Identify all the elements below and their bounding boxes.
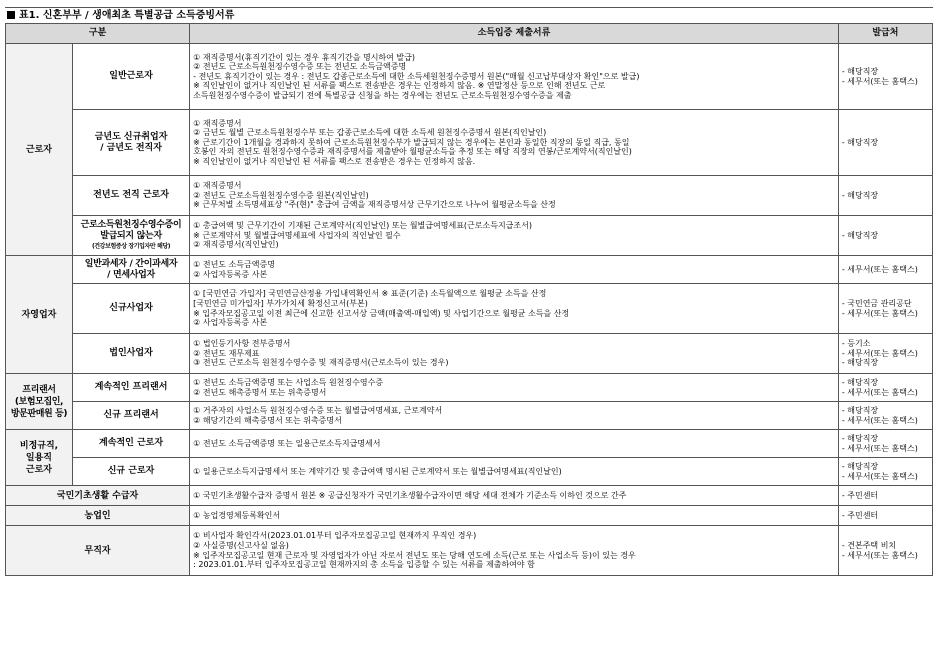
text-line: ※ 근로계약서 및 월별급여명세표에 사업자의 직인날인 필수	[193, 230, 401, 240]
text-line: ① 전년도 소득금액증명 또는 일용근로소득지급명세서	[193, 438, 381, 448]
text-line: ※ 근로기간이 1개월을 경과하지 못하여 근로소득원천징수부가 발급되지 않는 경우에는 본인과 동일한 직장의 동일 직급, 동일	[193, 137, 630, 147]
table-row	[6, 506, 933, 526]
text-line: - 해당직장	[841, 433, 879, 443]
text-line: ① 재직증명서	[193, 181, 242, 191]
table-row	[6, 176, 933, 216]
text-line: [국민연금 미가입자] 부가가치세 확정신고서(부본)	[193, 298, 368, 308]
row-corp-name: 법인사업자	[72, 334, 189, 374]
row-corp-docs	[190, 334, 839, 374]
text-line: - 세무서(또는 홈택스)	[841, 550, 918, 560]
row-simple-docs	[190, 256, 839, 284]
text-line: ② 사업자등록증 사본	[193, 269, 268, 279]
text-line: - 해당직장	[841, 230, 879, 240]
category-selfemp: 자영업자	[6, 256, 73, 374]
row-basic-issuers	[838, 486, 932, 506]
table-row	[6, 374, 933, 402]
text-line: ② 사업자등록증 사본	[193, 318, 268, 328]
row-nojob-name: 무직자	[6, 526, 190, 576]
text-line: ① 법인등기사항 전부증명서	[193, 339, 291, 349]
row-general-issuers	[838, 44, 932, 110]
row-daycont-name: 계속적인 근로자	[72, 430, 189, 458]
text-line: ① 재직증명서	[193, 118, 242, 128]
row-nojob-docs	[190, 526, 839, 576]
table-row	[6, 256, 933, 284]
text-line: ① 거주자의 사업소득 원천징수영수증 또는 월별급여명세표, 근로계약서	[193, 405, 443, 415]
text-line: ※ 근무처별 소득명세표상 "주(현)" 총급여 금액을 재직증명서상 근무기간으로 나누어 월평균소득을 산정	[193, 200, 556, 210]
row-freenew-issuers	[838, 402, 932, 430]
text-line: - 세무서(또는 홈택스)	[841, 415, 918, 425]
text-line: ② 재직증명서(직인날인)	[193, 240, 279, 250]
text-line: ② 전년도 근로소득원천징수영수증 또는 전년도 소득금액증명	[193, 62, 407, 72]
text-line: ② 전년도 근로소득원천징수영수증 원본(직인날인)	[193, 190, 369, 200]
text-line: - 주민센터	[841, 510, 879, 520]
table-row	[6, 486, 933, 506]
row-newjob-name: 금년도 신규취업자 / 금년도 전직자	[72, 110, 189, 176]
row-newjob-issuers	[838, 110, 932, 176]
text-line: ② 해당기간의 해촉증명서 또는 위촉증명서	[193, 415, 342, 425]
text-line: - 주민센터	[841, 490, 879, 500]
row-freecont-docs	[190, 374, 839, 402]
text-line: : 2023.01.01.부터 입주자모집공고일 현재까지의 총 소득을 입증할 수 있는 서류를 제출하여야 함	[193, 560, 535, 570]
row-freenew-docs	[190, 402, 839, 430]
row-farmer-issuers	[838, 506, 932, 526]
row-nowh-cell	[72, 216, 189, 256]
row-simple-name: 일반과세자 / 간이과세자 / 면세사업자	[72, 256, 189, 284]
header-row	[6, 24, 933, 44]
text-line: - 세무서(또는 홈택스)	[841, 76, 918, 86]
text-line: - 해당직장	[841, 66, 879, 76]
text-line: - 세무서(또는 홈택스)	[841, 387, 918, 397]
text-line: ※ 직인날인이 없거나 직인날인 된 서류를 팩스로 전송받은 경우는 인정하지 않음. ※ 연말정산 등으로 인해 전년도 근로	[193, 81, 606, 91]
row-basic-docs	[190, 486, 839, 506]
text-line: - 해당직장	[841, 358, 879, 368]
text-line: ① 총급여액 및 근무기간이 기재된 근로계약서(직인날인) 또는 월별급여명세표(근로소득지급조서)	[193, 221, 532, 231]
header-documents: 소득입증 제출서류	[190, 24, 839, 44]
row-freenew-name: 신규 프리랜서	[72, 402, 189, 430]
row-daynew-issuers	[838, 458, 932, 486]
category-freelancer: 프리랜서 (보험모집인, 방문판매원 등)	[6, 374, 73, 430]
text-line: ② 전년도 해촉증명서 또는 위촉증명서	[193, 387, 327, 397]
text-line: - 국민연금 관리공단	[841, 298, 912, 308]
text-line: ① 재직증명서(휴직기간이 있는 경우 휴직기간을 명시하여 발급)	[193, 52, 416, 62]
text-line: - 해당직장	[841, 137, 879, 147]
table-row	[6, 44, 933, 110]
text-line: - 견본주택 비치	[841, 540, 897, 550]
text-line: - 등기소	[841, 339, 871, 349]
text-line: ① 국민기초생활수급자 증명서 원본 ※ 공급신청자가 국민기초생활수급자이면 해당 세대 전체가 기준소득 이하인 것으로 간주	[193, 490, 627, 500]
text-line: ② 금년도 월별 근로소득원천징수부 또는 갑종근로소득에 대한 소득세 원천징수증명서 원본(직인날인)	[193, 128, 547, 138]
text-line: ※ 입주자모집공고일 이전 최근에 신고한 신고서상 금액(매출액-매입액) 및 사업기간으로 월평균 소득을 산정	[193, 308, 570, 318]
row-freecont-issuers	[838, 374, 932, 402]
table-title-text: 표1. 신혼부부 / 생애최초 특별공급 소득증빙서류	[19, 10, 235, 21]
table-row	[6, 430, 933, 458]
row-daycont-issuers	[838, 430, 932, 458]
text-line: - 세무서(또는 홈택스)	[841, 308, 918, 318]
row-basic-name: 국민기초생활 수급자	[6, 486, 190, 506]
row-nowh-issuers	[838, 216, 932, 256]
text-line: ① 일용근로소득지급명세서 또는 계약기간 및 총급여액 명시된 근로계약서 또는 월별급여명세표(직인날인)	[193, 466, 562, 476]
text-line: ② 사실증명(신고사실 없음)	[193, 540, 289, 550]
row-simple-issuers	[838, 256, 932, 284]
text-line: - 세무서(또는 홈택스)	[841, 443, 918, 453]
text-line: - 해당직장	[841, 461, 879, 471]
text-line: ③ 전년도 근로소득 원천징수영수증 및 재직증명서(근로소득이 있는 경우)	[193, 358, 449, 368]
text-line: - 세무서(또는 홈택스)	[841, 348, 918, 358]
text-line: ① 전년도 소득금액증명 또는 사업소득 원천징수영수증	[193, 377, 384, 387]
row-general-name: 일반근로자	[72, 44, 189, 110]
row-daycont-docs	[190, 430, 839, 458]
text-line: - 세무서(또는 홈택스)	[841, 264, 918, 274]
row-farmer-name: 농업인	[6, 506, 190, 526]
text-line: 호봉인 자의 전년도 원천징수영수증과 재직증명서를 제출받아 월평균소득을 추정 또는 해당 직장의 연봉/근로계약서(직인날인)	[193, 147, 632, 157]
text-line: - 해당직장	[841, 377, 879, 387]
text-line: - 해당직장	[841, 405, 879, 415]
table-title	[5, 7, 933, 23]
table-row	[6, 526, 933, 576]
text-line: - 전년도 휴직기간이 있는 경우 : 전년도 갑종근로소득에 대한 소득세원천징수증명서 원본("매월 신고납부대상자 확인"으로 발급)	[193, 71, 640, 81]
header-category: 구분	[6, 24, 190, 44]
row-nojob-issuers	[838, 526, 932, 576]
row-newbiz-name: 신규사업자	[72, 284, 189, 334]
row-general-docs	[190, 44, 839, 110]
table-row	[6, 284, 933, 334]
text-line: ① 비사업자 확인각서(2023.01.01부터 입주자모집공고일 현재까지 무직인 경우)	[193, 531, 477, 541]
table-row	[6, 110, 933, 176]
row-newbiz-docs	[190, 284, 839, 334]
header-issuer: 발급처	[838, 24, 932, 44]
text-line: ※ 입주자모집공고일 현재 근로자 및 자영업자가 아닌 자로서 전년도 또는 당해 연도에 소득(근로 또는 사업소득 등)이 있는 경우	[193, 550, 636, 560]
row-nowh-docs	[190, 216, 839, 256]
category-nonregular: 비정규직, 일용직 근로자	[6, 430, 73, 486]
row-lastyear-docs	[190, 176, 839, 216]
row-daynew-docs	[190, 458, 839, 486]
income-documents-table	[5, 23, 933, 576]
text-line: ② 전년도 재무제표	[193, 348, 260, 358]
row-nowh-note: (건강보험증상 장기입자만 해당)	[91, 243, 171, 250]
table-row	[6, 216, 933, 256]
square-bullet-icon	[7, 11, 15, 19]
row-nowh-name: 근로소득원천징수영수증이 발급되지 않는자	[80, 220, 182, 241]
text-line: 소득원천징수영수증이 발급되기 전에 특별공급 신청을 하는 경우에는 전년도 근로소득원천징수영수증을 제출	[193, 90, 572, 100]
text-line: ① 전년도 소득금액증명	[193, 259, 275, 269]
row-lastyear-name: 전년도 전직 근로자	[72, 176, 189, 216]
row-newbiz-issuers	[838, 284, 932, 334]
category-worker: 근로자	[6, 44, 73, 256]
row-farmer-docs	[190, 506, 839, 526]
text-line: ① [국민연금 가입자] 국민연금산정용 가입내역확인서 ※ 표준(기준) 소득월액으로 월평균 소득을 산정	[193, 289, 547, 299]
text-line: - 세무서(또는 홈택스)	[841, 471, 918, 481]
text-line: - 해당직장	[841, 190, 879, 200]
row-newjob-docs	[190, 110, 839, 176]
text-line: ※ 직인날인이 없거나 직인날인 된 서류를 팩스로 전송받은 경우는 인정하지 않음.	[193, 156, 476, 166]
table-row	[6, 334, 933, 374]
row-lastyear-issuers	[838, 176, 932, 216]
table-row	[6, 402, 933, 430]
table-row	[6, 458, 933, 486]
row-corp-issuers	[838, 334, 932, 374]
row-freecont-name: 계속적인 프리랜서	[72, 374, 189, 402]
row-daynew-name: 신규 근로자	[72, 458, 189, 486]
text-line: ① 농업경영체등록확인서	[193, 510, 281, 520]
